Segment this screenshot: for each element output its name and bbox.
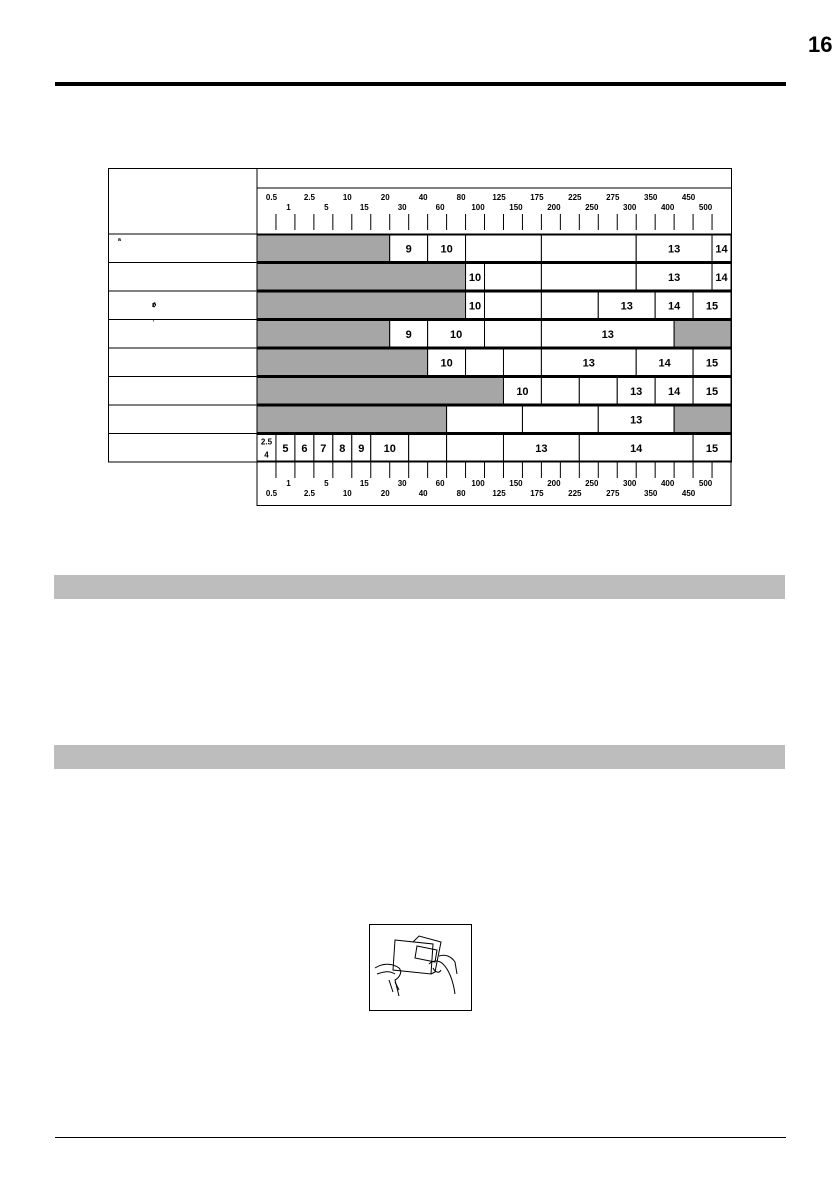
size-cell	[485, 321, 542, 348]
top-scale-label-a: 275	[606, 193, 620, 202]
bottom-scale-label-a: 200	[547, 479, 561, 488]
size-cell-label: 13	[630, 385, 643, 398]
size-cell-label: 6	[301, 442, 308, 455]
bottom-scale-label-a: 1	[286, 479, 291, 488]
size-cell-label: 14	[715, 271, 728, 284]
size-cell	[447, 435, 504, 462]
size-cell	[541, 292, 598, 319]
bottom-scale-label-a: 300	[623, 479, 637, 488]
size-cell	[447, 406, 523, 433]
top-scale-label-b: 30	[397, 203, 407, 212]
size-cell-label: 9	[405, 243, 412, 256]
bottom-scale-label-b: 275	[606, 489, 620, 498]
size-cell-label: 10	[468, 271, 482, 284]
size-cell	[485, 292, 542, 319]
size-cell-label: 2.5	[260, 437, 273, 447]
shaded-cell	[674, 321, 731, 348]
size-cell	[485, 264, 542, 291]
bottom-scale-label-b: 450	[681, 489, 696, 498]
size-cell-label: 15	[705, 300, 719, 313]
size-cell-label: 13	[601, 328, 614, 341]
size-cell	[579, 378, 617, 405]
bottom-scale-label-a: 150	[509, 479, 523, 488]
bottom-scale-label-a: 500	[698, 479, 713, 488]
size-cell-label: 13	[620, 300, 633, 313]
shaded-cell	[674, 406, 731, 433]
top-scale-label-b: 5	[324, 203, 329, 212]
shaded-cell	[257, 349, 428, 376]
bottom-scale-label-a: 100	[471, 479, 485, 488]
top-scale-label-b: 250	[585, 203, 599, 212]
bottom-scale-label-a: 400	[660, 479, 675, 488]
size-cell	[503, 349, 541, 376]
top-scale-label-b: 1	[286, 203, 291, 212]
top-scale-label-a: 80	[456, 193, 466, 202]
size-cell-label: 7	[320, 442, 327, 455]
size-cell-label: 13	[667, 271, 681, 284]
size-cell-label: 10	[516, 385, 529, 398]
size-cell	[541, 378, 579, 405]
section-heading-band-1	[54, 575, 785, 599]
size-cell	[466, 349, 504, 376]
bottom-scale-label-a: 30	[397, 479, 407, 488]
top-scale-label-a: 0.5	[265, 193, 278, 202]
top-scale-label-a: 2.5	[303, 193, 315, 202]
size-cell	[541, 235, 636, 262]
shaded-cell	[257, 406, 447, 433]
bottom-scale-label-b: 80	[456, 489, 466, 498]
top-scale-label-b: 150	[509, 203, 523, 212]
row-label: ᵃ	[118, 236, 122, 245]
top-scale-label-a: 350	[644, 193, 658, 202]
top-scale-label-a: 20	[380, 193, 390, 202]
size-cell-label: 9	[358, 442, 365, 455]
top-scale-label-b: 60	[435, 203, 445, 212]
top-scale-label-a: 40	[418, 193, 428, 202]
size-cell-label: 15	[705, 357, 719, 370]
size-cell-label: 14	[667, 385, 681, 398]
bottom-scale-label-b: 350	[644, 489, 658, 498]
top-scale-label-b: 400	[660, 203, 675, 212]
size-cell-label: 10	[440, 243, 453, 256]
size-cell-label: 14	[658, 357, 671, 370]
shaded-cell	[257, 292, 466, 319]
size-cell-label: 4	[264, 450, 269, 460]
row-mark: ꬽ	[152, 299, 157, 309]
row-mark: ʾ	[152, 318, 155, 329]
size-cell-label: 14	[715, 243, 728, 256]
size-cell	[541, 264, 636, 291]
section-heading-band-2	[54, 745, 785, 769]
size-cell-label: 5	[282, 442, 289, 455]
size-cell-label: 10	[440, 357, 453, 370]
top-scale-label-a: 10	[342, 193, 352, 202]
top-scale-label-a: 175	[530, 193, 544, 202]
top-rule	[55, 82, 786, 86]
size-cell-label: 14	[630, 442, 643, 455]
bottom-scale-label-b: 40	[418, 489, 428, 498]
size-cell-label: 13	[667, 243, 681, 256]
shaded-cell	[257, 378, 503, 405]
page-corner-number: 16	[808, 32, 833, 57]
size-cell-label: 10	[449, 328, 463, 341]
top-scale-label-b: 100	[471, 203, 485, 212]
size-cell-label: 13	[535, 442, 548, 455]
size-cell-label: 10	[383, 442, 396, 455]
size-cell-label: 9	[405, 328, 412, 341]
bottom-rule	[55, 1137, 786, 1138]
shaded-cell	[257, 235, 390, 262]
size-cell-label: 10	[468, 300, 482, 313]
bottom-scale-label-b: 10	[342, 489, 352, 498]
bottom-scale-label-b: 225	[568, 489, 582, 498]
bottom-scale-label-a: 250	[585, 479, 599, 488]
bottom-scale-label-b: 0.5	[265, 489, 278, 498]
size-cell-label: 13	[630, 414, 643, 427]
size-cell-label: 13	[582, 357, 595, 370]
bottom-scale-label-b: 125	[492, 489, 506, 498]
bottom-scale-label-b: 2.5	[303, 489, 315, 498]
bottom-scale-label-a: 5	[324, 479, 329, 488]
top-scale-label-b: 500	[698, 203, 713, 212]
top-scale-label-a: 125	[492, 193, 506, 202]
hands-folding-card-icon	[369, 924, 472, 1011]
size-cell-label: 14	[667, 300, 681, 313]
top-scale-label-b: 300	[623, 203, 637, 212]
size-cell	[522, 406, 598, 433]
size-cell-label: 8	[339, 442, 346, 455]
size-cell	[466, 235, 542, 262]
bottom-scale-label-a: 15	[359, 479, 369, 488]
size-chart-table	[108, 168, 732, 506]
top-scale-label-a: 450	[681, 193, 696, 202]
size-cell-label: 15	[705, 385, 719, 398]
size-cell-label: 15	[705, 442, 719, 455]
top-scale-label-a: 225	[568, 193, 582, 202]
size-cell	[409, 435, 447, 462]
bottom-scale-label-b: 175	[530, 489, 544, 498]
top-scale-label-b: 15	[359, 203, 369, 212]
shaded-cell	[257, 321, 390, 348]
bottom-scale-label-a: 60	[435, 479, 445, 488]
shaded-cell	[257, 264, 466, 291]
bottom-scale-label-b: 20	[380, 489, 390, 498]
top-scale-label-b: 200	[547, 203, 561, 212]
